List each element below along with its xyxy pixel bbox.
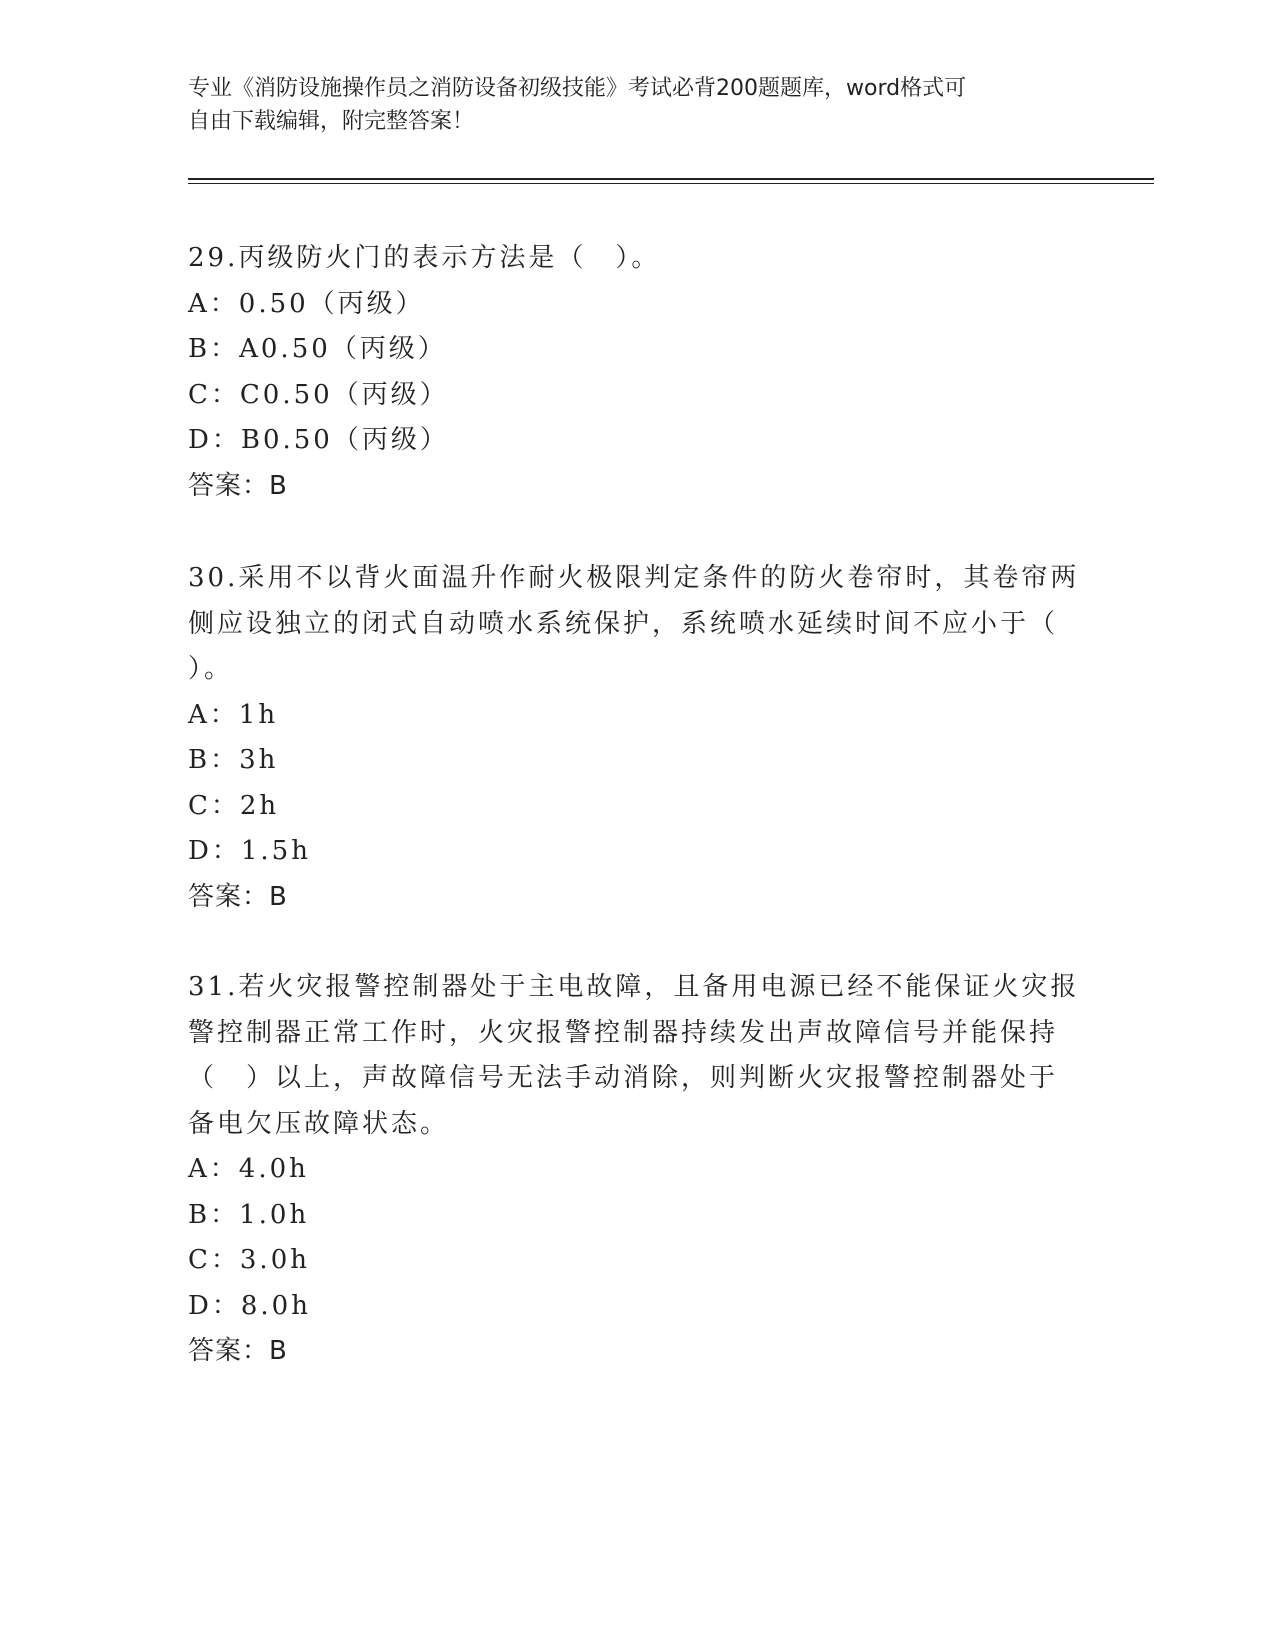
option-d: D：8.0h [188,1290,311,1321]
question-stem-line: 备电欠压故障状态。 [188,1108,450,1139]
option-c: C：3.0h [188,1245,310,1275]
option-b: B：A0.50（丙级） [188,334,447,364]
option-a: A：4.0h [188,1154,309,1184]
option-b: B：3h [188,745,279,775]
question-29 [188,236,1088,509]
question-stem-line: ）。 [188,654,234,684]
option-d: D：1.5h [188,836,311,866]
question-30 [188,556,1088,920]
question-31 [188,965,1088,1375]
option-a: A：1h [188,699,279,730]
question-stem-line: 警控制器正常工作时，火灾报警控制器持续发出声故障信号并能保持 [188,1017,1059,1048]
question-stem-line: 31.若火灾报警控制器处于主电故障，且备用电源已经不能保证火灾报 [188,972,1080,1002]
answer-label: 答案：B [188,881,288,912]
document-header [188,72,1068,138]
option-c: C：C0.50（丙级） [188,379,449,410]
answer-label: 答案：B [188,1336,288,1366]
option-a: A：0.50（丙级） [188,288,425,319]
option-c: C：2h [188,790,280,821]
question-stem-line: （ ）以上，声故障信号无法手动消除，则判断火灾报警控制器处于 [188,1063,1059,1093]
question-stem [188,556,1088,693]
option-b: B：1.0h [188,1199,310,1230]
question-stem-line: 侧应设独立的闭式自动喷水系统保护，系统喷水延续时间不应小于（ [188,608,1059,639]
option-d: D：B0.50（丙级） [188,425,449,455]
question-stem [188,236,1088,282]
header-title-line-1: 专业《消防设施操作员之消防设备初级技能》考试必背200题题库，word格式可 [188,76,967,101]
header-divider-thin [188,183,1154,184]
question-stem-line: 30.采用不以背火面温升作耐火极限判定条件的防火卷帘时，其卷帘两 [188,563,1080,593]
header-divider-thick [188,178,1154,180]
question-stem-line: 29.丙级防火门的表示方法是（ ）。 [188,243,661,273]
question-stem [188,965,1088,1147]
header-title-line-2: 自由下载编辑，附完整答案！ [188,109,475,134]
answer-label: 答案：B [188,470,288,501]
